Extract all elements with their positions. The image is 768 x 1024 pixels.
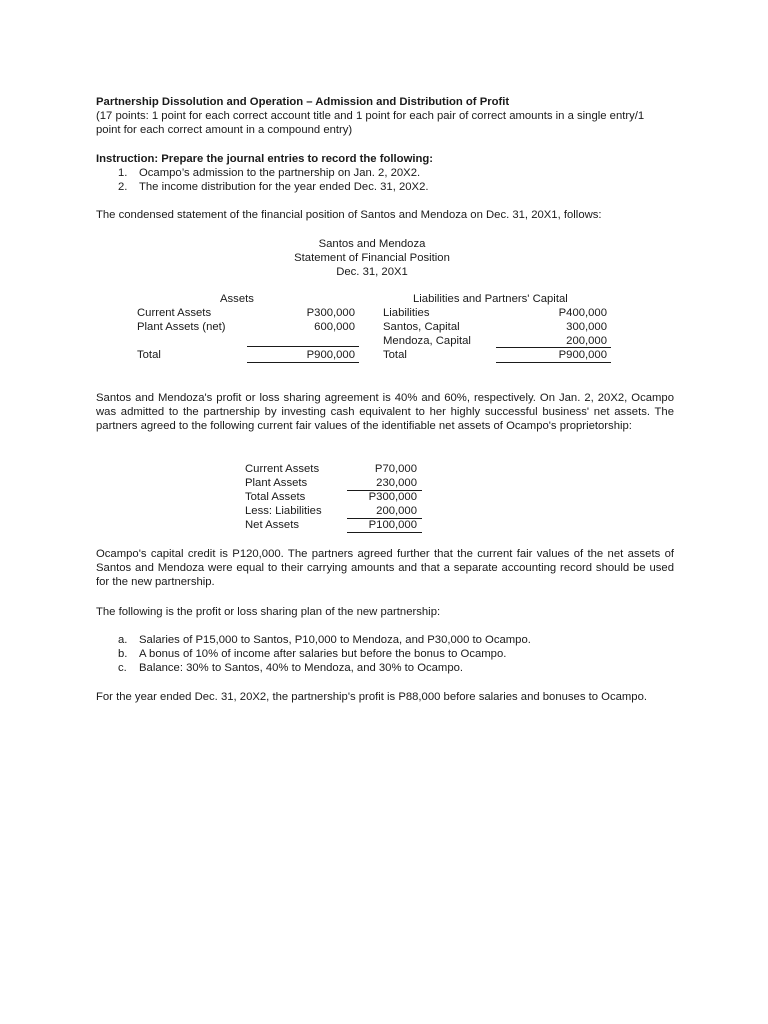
liability-amount: 300,000 [566,321,607,333]
plan-letter: a. [118,634,128,646]
liability-label: Santos, Capital [383,321,460,333]
ocampo-asset-amount: P300,000 [368,491,417,503]
asset-label: Plant Assets (net) [137,321,226,333]
instruction-number: 1. [118,167,128,179]
instruction-number: 2. [118,181,128,193]
asset-label: Current Assets [137,307,212,319]
ocampo-asset-label: Net Assets [245,519,299,531]
liability-amount: P400,000 [558,307,607,319]
asset-amount: 600,000 [314,321,355,333]
ocampo-asset-amount: P70,000 [374,463,417,475]
plan-item: Salaries of P15,000 to Santos, P10,000 to Mendoza, and P30,000 to Ocampo. [139,634,531,646]
liab-total-amount: P900,000 [558,349,607,361]
instruction-item: The income distribution for the year ended Dec. 31, 20X2. [139,181,429,193]
ocampo-asset-amount: 230,000 [376,477,417,489]
liability-label: Mendoza, Capital [383,335,471,347]
assets-total-rule [247,346,359,347]
plan-letter: b. [118,648,128,660]
assets-heading: Assets [220,293,254,305]
ocampo-net-underline [347,532,422,533]
assets-total-amount: P900,000 [306,349,355,361]
liabilities-heading: Liabilities and Partners' Capital [413,293,568,305]
statement-name: Statement of Financial Position [294,252,450,264]
points-note-line1: (17 points: 1 point for each correct account title and 1 point for each pair of correct amounts in a single entry/1 [96,110,645,122]
instruction-heading: Instruction: Prepare the journal entries to record the following: [96,153,434,165]
statement-company: Santos and Mendoza [318,238,426,250]
liab-total-label: Total [383,349,407,361]
document-title: Partnership Dissolution and Operation – Admission and Distribution of Profit [96,96,510,108]
ocampo-asset-amount: P100,000 [368,519,417,531]
plan-intro: The following is the profit or loss sharing plan of the new partnership: [96,606,441,618]
liab-total-underline [496,362,611,363]
paragraph-admission: Santos and Mendoza's profit or loss sharing agreement is 40% and 60%, respectively. On Jan. 2, 20X2, Ocampo was admitted to the partnership by investing cash equivalent to her highly successful business' net assets. The partners agreed to the following current fair values of the identifiable net assets of Ocampo's proprietorship: [96,392,674,432]
ocampo-asset-amount: 200,000 [376,505,417,517]
intro-paragraph: The condensed statement of the financial position of Santos and Mendoza on Dec. 31, 20X1, follows: [96,209,602,221]
ocampo-asset-label: Plant Assets [245,477,308,489]
asset-amount: P300,000 [306,307,355,319]
statement-date: Dec. 31, 20X1 [336,266,408,278]
liability-label: Liabilities [383,307,430,319]
plan-item: A bonus of 10% of income after salaries but before the bonus to Ocampo. [139,648,507,660]
assets-total-label: Total [137,349,161,361]
closing-paragraph: For the year ended Dec. 31, 20X2, the partnership's profit is P88,000 before salaries and bonuses to Ocampo. [96,691,648,703]
liability-amount: 200,000 [566,335,607,347]
instruction-item: Ocampo’s admission to the partnership on Jan. 2, 20X2. [139,167,421,179]
plan-letter: c. [118,662,127,674]
paragraph-capital-credit: Ocampo's capital credit is P120,000. The partners agreed further that the current fair values of the net assets of Santos and Mendoza were equal to their carrying amounts and that a separate accounting record should be used for the new partnership. [96,548,674,588]
assets-total-underline [247,362,359,363]
ocampo-asset-label: Current Assets [245,463,320,475]
ocampo-asset-label: Total Assets [245,491,306,503]
ocampo-asset-label: Less: Liabilities [245,505,322,517]
points-note-line2: point for each correct amount in a compound entry) [96,124,353,136]
plan-item: Balance: 30% to Santos, 40% to Mendoza, and 30% to Ocampo. [139,662,464,674]
